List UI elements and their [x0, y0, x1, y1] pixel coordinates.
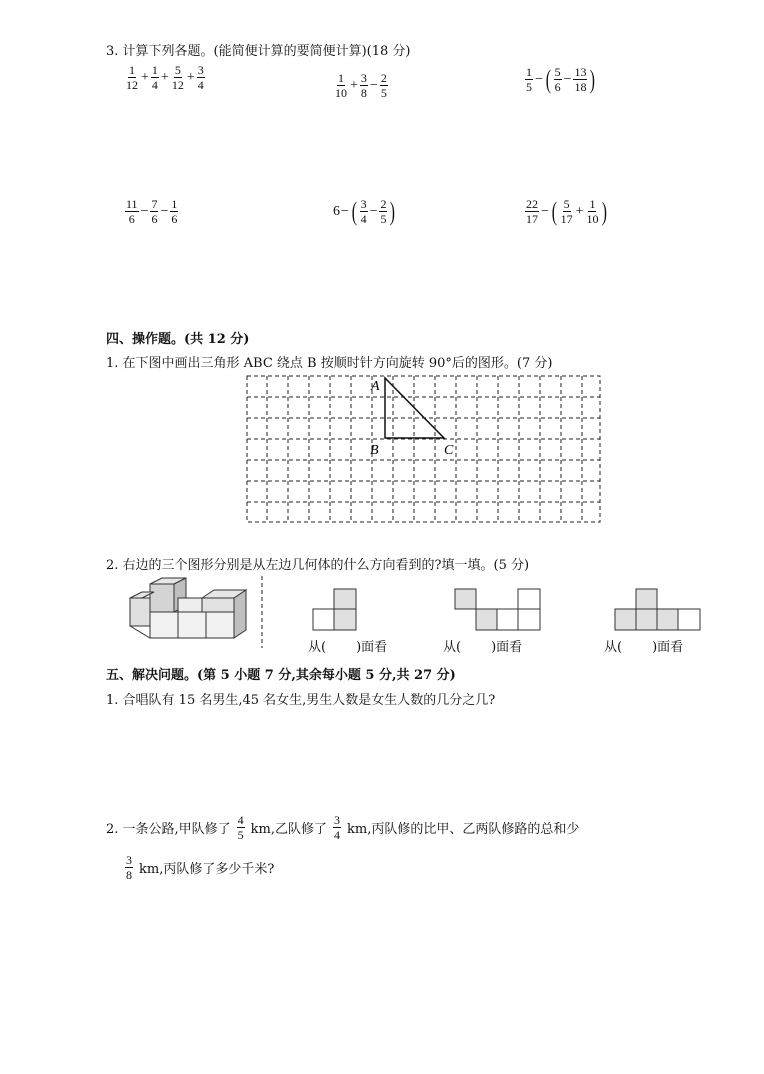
solid-figure	[126, 576, 251, 642]
fraction: $\frac{3}{4}$	[334, 813, 341, 842]
fraction: $\frac{22}{17}$	[526, 197, 538, 226]
view-1	[312, 588, 358, 632]
q3-title: 3. 计算下列各题。(能简便计算的要简便计算)(18 分)	[106, 44, 411, 59]
label-c: C	[444, 443, 454, 458]
label-b: B	[370, 443, 379, 458]
fraction: $\frac{4}{5}$	[237, 813, 244, 842]
section-5-heading: 五、解决问题。(第 5 小题 7 分,其余每小题 5 分,共 27 分)	[106, 668, 456, 683]
expr-5: 6 − ( $\frac{3}{4}$ − $\frac{2}{5}$ )	[333, 196, 396, 226]
fraction: $\frac{5}{6}$	[554, 65, 561, 94]
fraction: $\frac{1}{6}$	[171, 197, 178, 226]
fraction: $\frac{13}{18}$	[574, 65, 587, 94]
expr-2: $\frac{1}{10}$ + $\frac{3}{8}$ − $\frac{2}{5}$	[335, 71, 387, 100]
expr-1: $\frac{1}{12}$ + $\frac{1}{4}$ + $\frac{5}{12}$ + $\frac{3}{4}$	[126, 63, 204, 92]
fraction: $\frac{1}{10}$	[586, 197, 599, 226]
rotation-grid	[244, 374, 604, 526]
fraction: $\frac{7}{6}$	[151, 197, 158, 226]
fraction: $\frac{3}{8}$	[360, 71, 367, 100]
s4-q2-text: 2. 右边的三个图形分别是从左边几何体的什么方向看到的?填一填。(5 分)	[106, 558, 530, 573]
expr-3: $\frac{1}{5}$ − ( $\frac{5}{6}$ − $\frac{13}{18}$ )	[526, 64, 596, 94]
fraction: $\frac{11}{6}$	[126, 197, 138, 226]
view-1-label: 从( )面看	[308, 640, 388, 655]
fraction: $\frac{1}{4}$	[151, 63, 158, 92]
view-3-label: 从( )面看	[604, 640, 684, 655]
fraction: $\frac{3}{4}$	[197, 63, 204, 92]
fraction: $\frac{2}{5}$	[380, 71, 387, 100]
fraction: $\frac{2}{5}$	[380, 197, 387, 226]
view-2	[454, 588, 542, 632]
fraction: $\frac{3}{8}$	[126, 853, 132, 882]
fraction: $\frac{1}{12}$	[126, 63, 138, 92]
fraction: $\frac{3}{4}$	[360, 197, 367, 226]
s4-q1-text: 1. 在下图中画出三角形 ABC 绕点 B 按顺时针方向旋转 90°后的图形。(7 分)	[106, 356, 553, 371]
s5-q1-text: 1. 合唱队有 15 名男生,45 名女生,男生人数是女生人数的几分之几?	[106, 693, 496, 708]
label-a: A	[371, 379, 380, 394]
fraction: $\frac{5}{17}$	[560, 197, 573, 226]
expr-6: $\frac{22}{17}$ − ( $\frac{5}{17}$ + $\frac{1}{10}$ )	[526, 196, 608, 226]
section-4-heading: 四、操作题。(共 12 分)	[106, 332, 250, 347]
expr-4: $\frac{11}{6}$ − $\frac{7}{6}$ − $\frac{1}{6}$	[126, 197, 178, 226]
fraction: $\frac{5}{12}$	[171, 63, 184, 92]
s5-q2-line2: $\frac{3}{8}$ km,丙队修了多少千米?	[126, 853, 275, 882]
s5-q2-line1: 2. 一条公路,甲队修了 $\frac{4}{5}$ km,乙队修了 $\frac{3}{4}$ km,丙队修的比甲、乙两队修路的总和少	[106, 813, 580, 842]
fraction: $\frac{1}{10}$	[335, 71, 347, 100]
divider	[260, 576, 264, 648]
view-3	[614, 588, 702, 632]
view-2-label: 从( )面看	[443, 640, 523, 655]
fraction: $\frac{1}{5}$	[526, 65, 532, 94]
